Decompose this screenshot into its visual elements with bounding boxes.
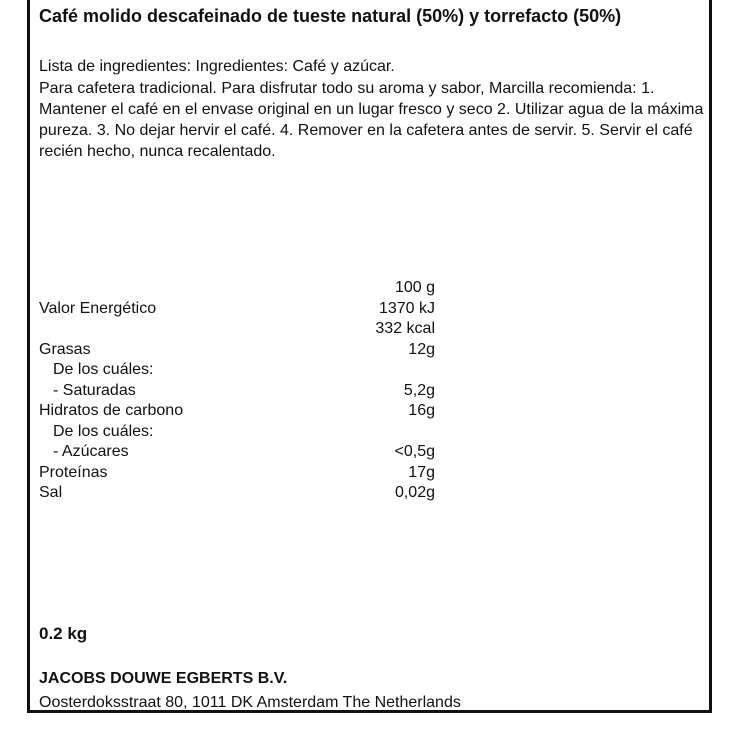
nutrition-header: 100 g <box>394 279 435 296</box>
nutrition-table <box>39 278 459 504</box>
nutrition-row-sugars <box>39 442 459 463</box>
nutrition-label: Sal <box>39 484 63 501</box>
ingredients-text: Lista de ingredientes: Ingredientes: Café y azúcar. <box>39 58 395 75</box>
nutrition-label: - Saturadas <box>53 381 136 399</box>
nutrition-label: Hidratos de carbono <box>39 402 184 419</box>
nutrition-label: Grasas <box>39 340 91 358</box>
nutrition-row-salt <box>39 483 459 504</box>
nutrition-value: 12g <box>408 340 435 358</box>
nutrition-row-carbohydrate <box>39 401 459 422</box>
nutrition-row-energy-kj <box>39 299 459 320</box>
nutrition-value: 0,02g <box>394 484 435 501</box>
nutrition-label: De los cuáles: <box>53 422 154 440</box>
instructions-text: Para cafetera tradicional. Para disfrutar todo su aroma y sabor, Marcilla recomienda: 1. Mantener el café en el envase original en un lugar fresco y seco 2. Utilizar agua de la máxima pureza. 3. No dejar hervir el café. 4. Remover en la cafetera antes de servir. 5. Servir el café recién hecho, nunca recalentado. <box>39 80 704 160</box>
nutrition-value: <0,5g <box>394 443 435 460</box>
nutrition-header-row <box>39 278 459 299</box>
nutrition-value: 332 kcal <box>375 320 435 337</box>
nutrition-label: Valor Energético <box>39 299 157 317</box>
nutrition-row-fat <box>39 340 459 361</box>
nutrition-value: 17g <box>408 463 435 481</box>
nutrition-row-protein <box>39 463 459 484</box>
nutrition-value: 16g <box>408 402 435 419</box>
nutrition-row-fat-of-which <box>39 360 459 381</box>
nutrition-label: Proteínas <box>39 463 108 481</box>
nutrition-value: 1370 kJ <box>378 299 435 317</box>
net-weight: 0.2 kg <box>39 624 88 643</box>
nutrition-row-energy-kcal <box>39 319 459 340</box>
company-address: Oosterdoksstraat 80, 1011 DK Amsterdam The Netherlands <box>39 694 461 711</box>
nutrition-label: De los cuáles: <box>53 361 154 378</box>
nutrition-value: 5,2g <box>403 381 435 399</box>
product-title: Café molido descafeinado de tueste natural (50%) y torrefacto (50%) <box>39 6 622 26</box>
nutrition-row-saturates <box>39 381 459 402</box>
nutrition-row-carb-of-which <box>39 422 459 443</box>
nutrition-label: - Azúcares <box>53 443 129 460</box>
label-frame <box>27 0 712 713</box>
company-name: JACOBS DOUWE EGBERTS B.V. <box>39 670 288 687</box>
